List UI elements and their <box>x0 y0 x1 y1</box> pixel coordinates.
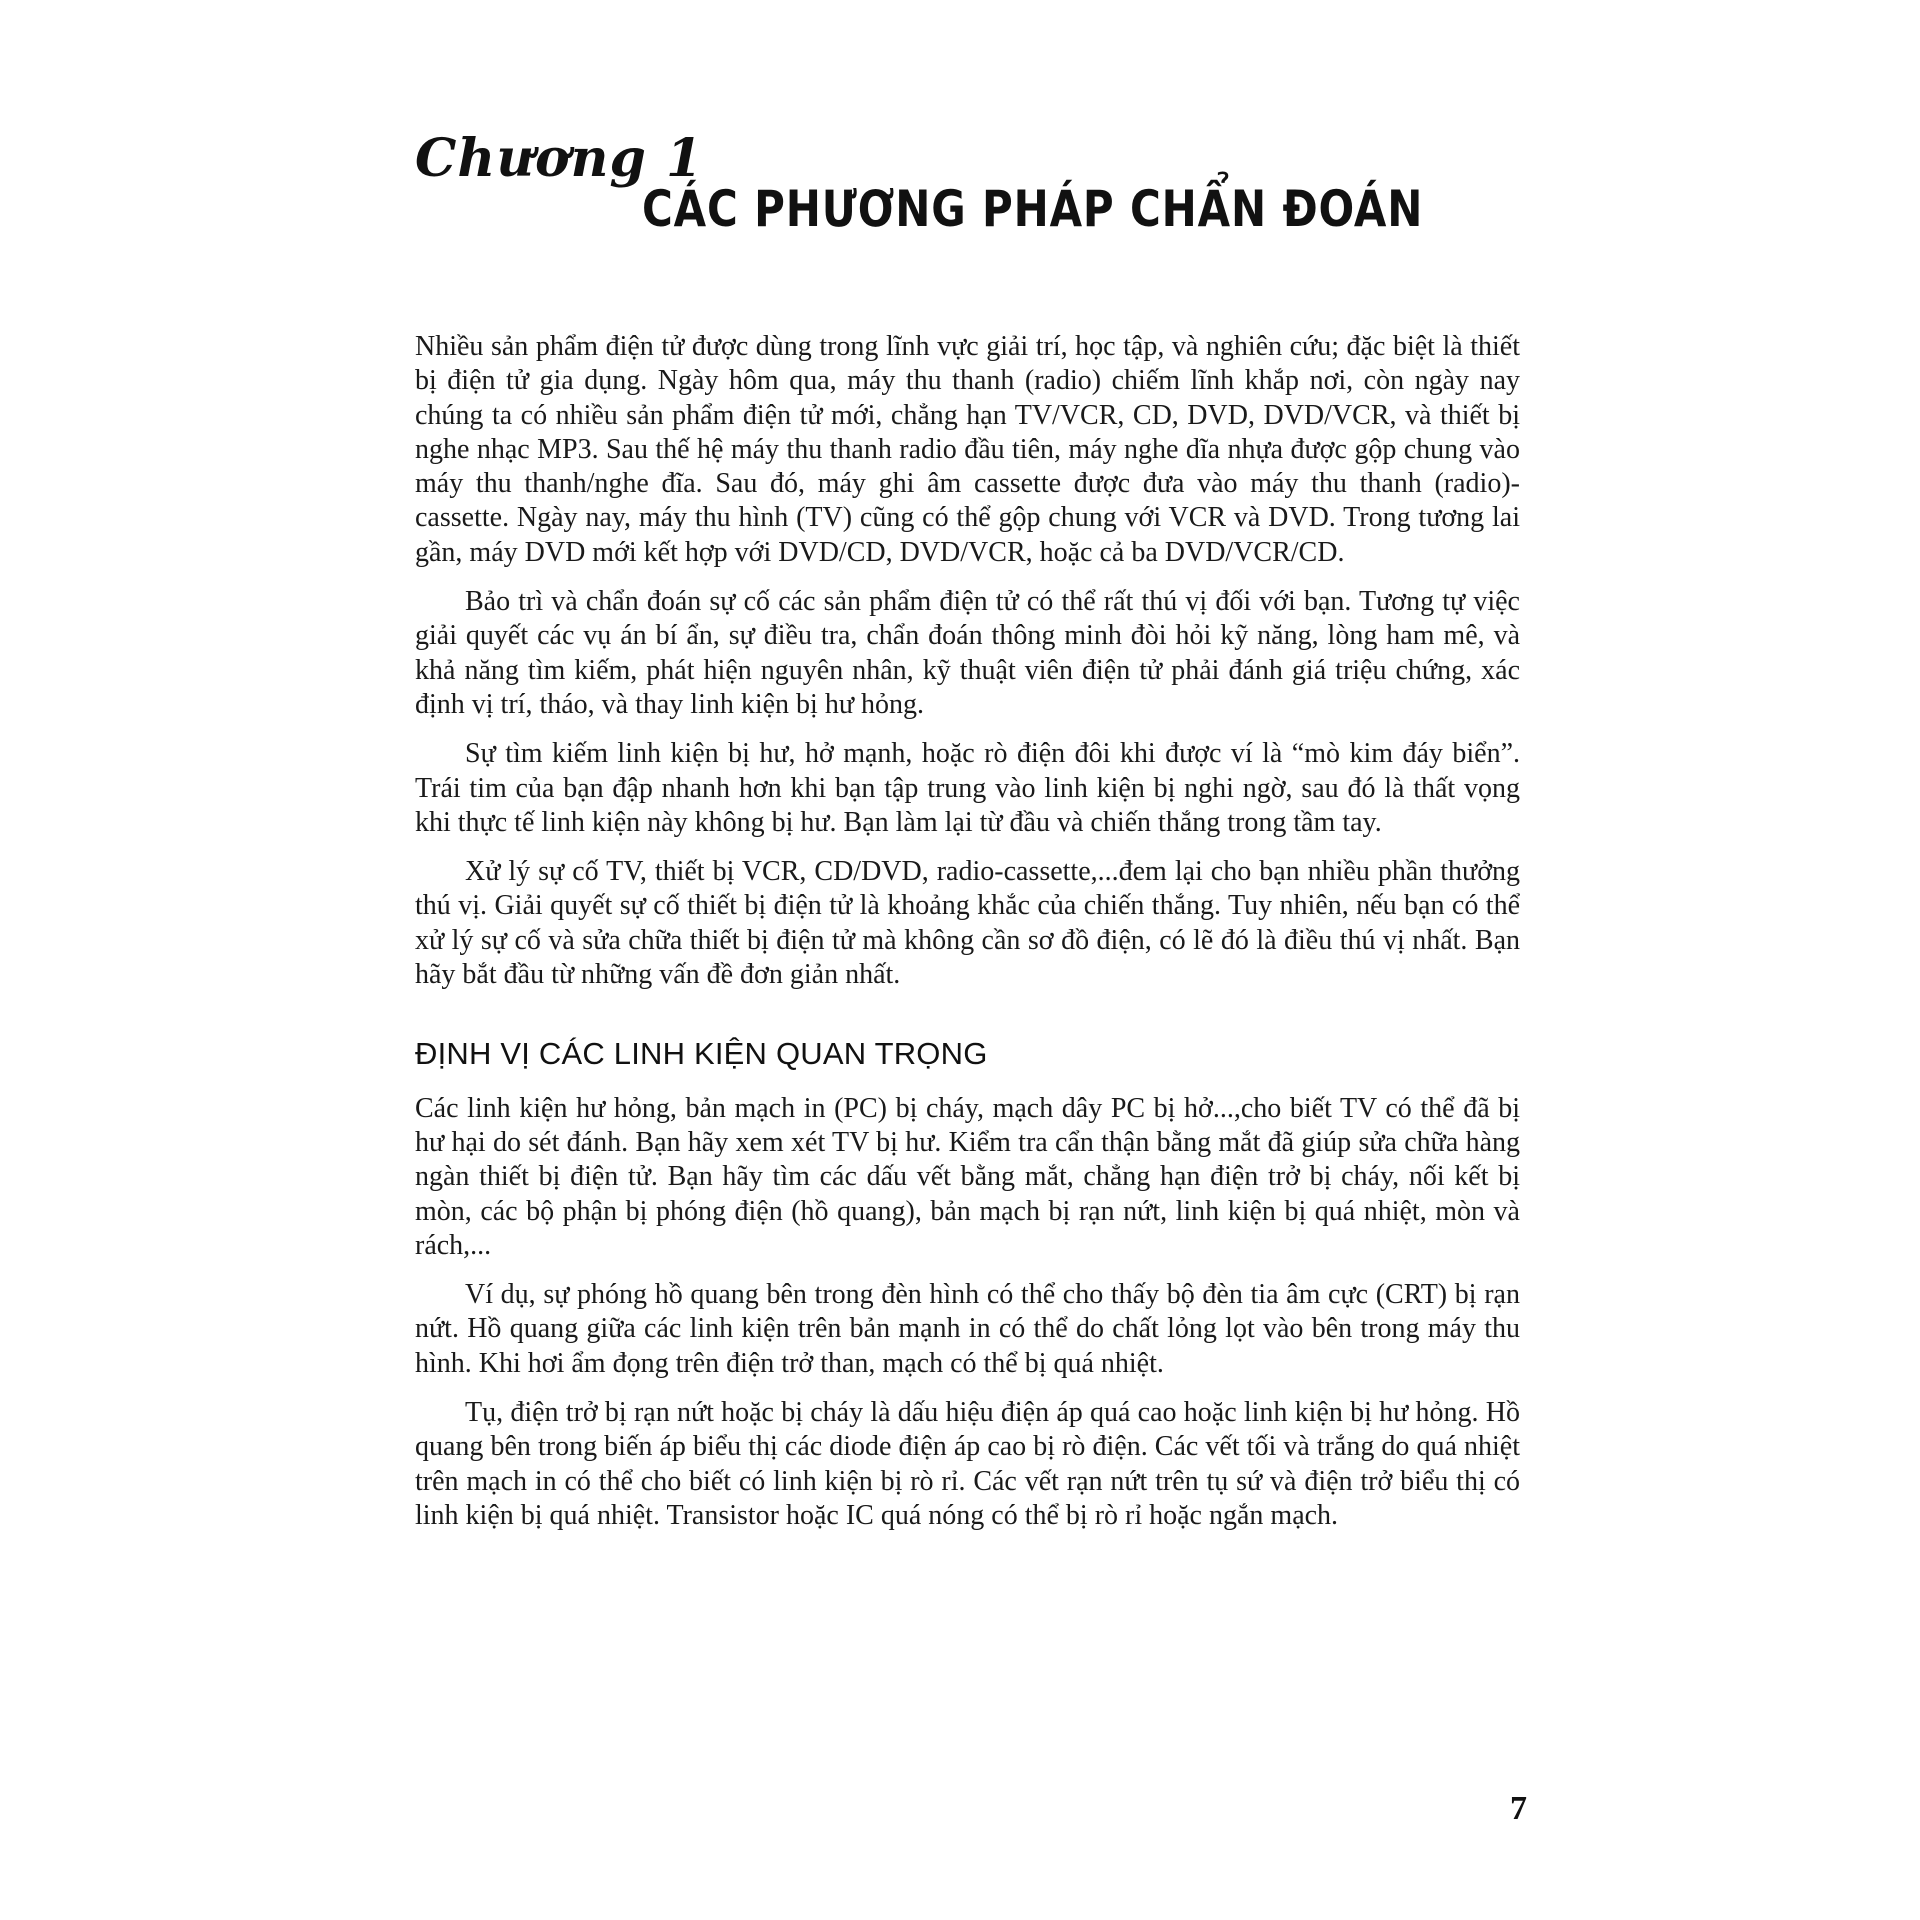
section-paragraph-1: Các linh kiện hư hỏng, bản mạch in (PC) bị cháy, mạch dây PC bị hở...,cho biết TV có thể đã bị hư hại do sét đánh. Bạn hãy xem xét TV bị hư. Kiểm tra cẩn thận bằng mắt đã giúp sửa chữa hàng ngàn thiết bị điện tử. Bạn hãy tìm các dấu vết bằng mắt, chẳng hạn điện trở bị cháy, nối kết bị mòn, các bộ phận bị phóng điện (hồ quang), bản mạch bị rạn nứt, linh kiện bị quá nhiệt, mòn và rách,... <box>415 1092 1520 1261</box>
intro-paragraph-1: Nhiều sản phẩm điện tử được dùng trong lĩnh vực giải trí, học tập, và nghiên cứu; đặc biệt là thiết bị điện tử gia dụng. Ngày hôm qua, máy thu thanh (radio) chiếm lĩnh khắp nơi, còn ngày nay chúng ta có nhiều sản phẩm điện tử mới, chẳng hạn TV/VCR, CD, DVD, DVD/VCR, và thiết bị nghe nhạc MP3. Sau thế hệ máy thu thanh radio đầu tiên, máy nghe dĩa nhựa được gộp chung vào máy thu thanh/nghe đĩa. Sau đó, máy ghi âm cassette được đưa vào máy thu thanh (radio)-cassette. Ngày nay, máy thu hình (TV) cũng có thể gộp chung với VCR và DVD. Trong tương lai gần, máy DVD mới kết hợp với DVD/CD, DVD/VCR, hoặc cả ba DVD/VCR/CD. <box>415 331 1520 568</box>
section-paragraph-3: Tụ, điện trở bị rạn nứt hoặc bị cháy là dấu hiệu điện áp quá cao hoặc linh kiện bị hư hỏng. Hồ quang bên trong biến áp biểu thị các diode điện áp cao bị rò điện. Các vết tối và trắng do quá nhiệt trên mạch in có thể cho biết có linh kiện bị rò rỉ. Các vết rạn nứt trên tụ sứ và điện trở biểu thị có linh kiện bị quá nhiệt. Transistor hoặc IC quá nóng có thể bị rò rỉ hoặc ngắn mạch. <box>415 1397 1520 1531</box>
chapter-label: Chương 1 <box>415 128 704 189</box>
intro-paragraph-4: Xử lý sự cố TV, thiết bị VCR, CD/DVD, radio-cassette,...đem lại cho bạn nhiều phần thưởng thú vị. Giải quyết sự cố thiết bị điện tử là khoảng khắc của chiến thắng. Tuy nhiên, nếu bạn có thể xử lý sự cố và sửa chữa thiết bị điện tử mà không cần sơ đồ điện, có lẽ đó là điều thú vị nhất. Bạn hãy bắt đầu từ những vấn đề đơn giản nhất. <box>415 856 1520 991</box>
intro-paragraph-2: Bảo trì và chẩn đoán sự cố các sản phẩm điện tử có thể rất thú vị đối với bạn. Tương tự việc giải quyết các vụ án bí ẩn, sự điều tra, chẩn đoán thông minh đòi hỏi kỹ năng, lòng ham mê, và khả năng tìm kiếm, phát hiện nguyên nhân, kỹ thuật viên điện tử phải đánh giá triệu chứng, xác định vị trí, tháo, và thay linh kiện bị hư hỏng. <box>415 586 1520 720</box>
page-number: 7 <box>1510 1790 1527 1827</box>
section-paragraph-2: Ví dụ, sự phóng hồ quang bên trong đèn hình có thể cho thấy bộ đèn tia âm cực (CRT) bị rạn nứt. Hồ quang giữa các linh kiện trên bản mạnh in có thể do chất lỏng lọt vào bên trong máy thu hình. Khi hơi ẩm đọng trên điện trở than, mạch có thể bị quá nhiệt. <box>415 1279 1520 1379</box>
intro-paragraph-3: Sự tìm kiếm linh kiện bị hư, hở mạnh, hoặc rò điện đôi khi được ví là “mò kim đáy biển”. Trái tim của bạn đập nhanh hơn khi bạn tập trung vào linh kiện bị nghi ngờ, sau đó là thất vọng khi thực tế linh kiện này không bị hư. Bạn làm lại từ đầu và chiến thắng trong tầm tay. <box>415 738 1520 838</box>
book-page <box>330 0 1610 1920</box>
chapter-title: CÁC PHƯƠNG PHÁP CHẨN ĐOÁN <box>642 180 1424 238</box>
page-body <box>415 330 1520 1548</box>
section-heading: ĐỊNH VỊ CÁC LINH KIỆN QUAN TRỌNG <box>415 1036 988 1072</box>
